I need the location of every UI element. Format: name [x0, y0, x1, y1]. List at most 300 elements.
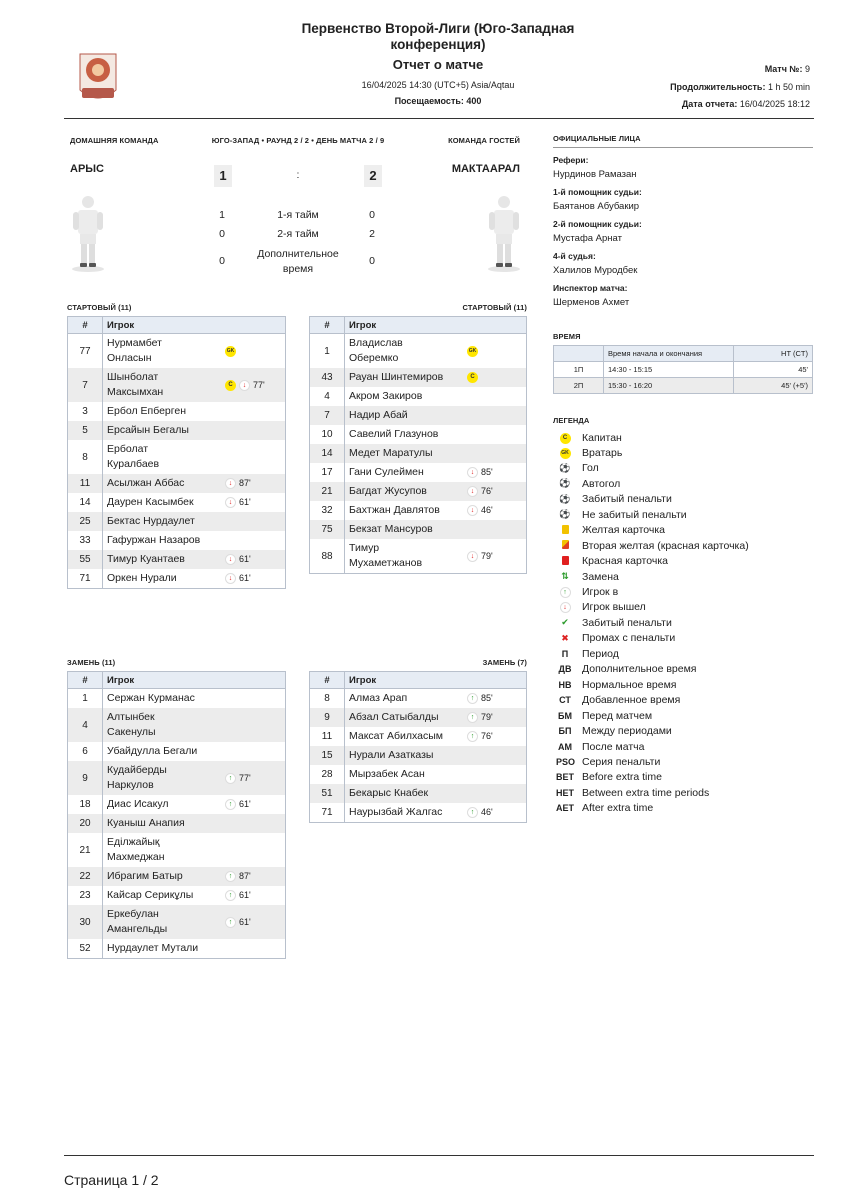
- legend-text: Гол: [582, 462, 599, 475]
- player-number: 20: [68, 814, 103, 833]
- player-events: [225, 476, 251, 491]
- extra-time-home: 0: [219, 255, 225, 267]
- player-name: Еркебулан Амангельды: [107, 908, 168, 935]
- legend-item: [556, 801, 653, 816]
- table-row: [310, 727, 527, 746]
- player-number: 14: [310, 444, 345, 463]
- legend-symbol: [556, 463, 574, 474]
- player-number: 43: [310, 368, 345, 387]
- player-name: Бекзат Мансуров: [349, 523, 433, 535]
- legend-symbol: АМ: [558, 741, 572, 752]
- table-row: [310, 784, 527, 803]
- player-name: Наурызбай Жалгас: [349, 806, 443, 818]
- official-role: Инспектор матча:: [553, 283, 628, 293]
- player-cell: [103, 531, 286, 550]
- sub-minute: 61': [239, 554, 251, 564]
- player-number: 25: [68, 512, 103, 531]
- legend-item: [556, 770, 662, 785]
- captain-icon: C: [225, 380, 236, 391]
- player-number: 55: [68, 550, 103, 569]
- player-cell: [103, 708, 286, 742]
- goal-icon: ⚽: [559, 462, 571, 473]
- player-name: Алмаз Арап: [349, 692, 408, 704]
- table-row: [310, 520, 527, 539]
- player-name: Шынболат Максымхан: [107, 371, 164, 398]
- table-row: [310, 463, 527, 482]
- player-number: 9: [310, 708, 345, 727]
- player-number: 7: [310, 406, 345, 425]
- official-role: 4-й судья:: [553, 251, 596, 261]
- player-events: [467, 372, 481, 383]
- table-row: [310, 708, 527, 727]
- player-number: 33: [68, 531, 103, 550]
- player-cell: [345, 482, 527, 501]
- sub-minute: 87': [239, 871, 251, 881]
- page-number: Страница 1 / 2: [64, 1172, 159, 1188]
- sub-minute: 61': [239, 573, 251, 583]
- player-number: 9: [68, 761, 103, 795]
- player-name: Кудайберды Наркулов: [107, 764, 167, 791]
- player-number: 17: [310, 463, 345, 482]
- legend-symbol: [556, 478, 574, 489]
- official-name: Нурдинов Рамазан: [553, 169, 637, 180]
- player-in-icon: ↑: [467, 712, 478, 723]
- player-cell: [103, 689, 286, 709]
- goalkeeper-icon: GK: [467, 346, 478, 357]
- player-out-icon: ↓: [560, 602, 571, 613]
- away-starting-table: [309, 316, 527, 574]
- table-row: [68, 334, 286, 369]
- player-name: Диас Исакул: [107, 798, 169, 810]
- official-name: Баятанов Абубакир: [553, 201, 640, 212]
- player-number: 1: [310, 334, 345, 369]
- legend-text: After extra time: [582, 802, 654, 815]
- time-title: ВРЕМЯ: [553, 332, 581, 341]
- table-row: [310, 425, 527, 444]
- player-in-icon: ↑: [467, 807, 478, 818]
- official-entry: [553, 251, 813, 276]
- legend-text: Забитый пенальти: [582, 493, 672, 506]
- legend-text: Красная карточка: [582, 555, 668, 568]
- legend-item: [556, 662, 697, 677]
- player-cell: [103, 867, 286, 886]
- home-jersey-icon: [70, 194, 106, 272]
- player-name: Абзал Сатыбалды: [349, 711, 439, 723]
- legend-text: Не забитый пенальти: [582, 508, 687, 521]
- player-out-icon: ↓: [467, 551, 478, 562]
- legend-item: [556, 615, 672, 630]
- extra-time-label: Дополнительное время: [257, 248, 339, 275]
- player-number: 23: [68, 886, 103, 905]
- player-out-icon: ↓: [467, 486, 478, 497]
- column-header-player: Игрок: [345, 317, 527, 334]
- player-number: 7: [68, 368, 103, 402]
- player-events: [467, 549, 493, 564]
- player-events: [467, 465, 493, 480]
- player-name: Багдат Жусупов: [349, 485, 427, 497]
- player-number: 6: [68, 742, 103, 761]
- shootout-scored-icon: ✔: [561, 617, 569, 628]
- legend-item: [556, 600, 646, 615]
- player-number: 14: [68, 493, 103, 512]
- match-number: Матч №: 9: [764, 64, 810, 74]
- time-row-range: 14:30 - 15:15: [604, 362, 734, 378]
- legend-symbol: [556, 431, 574, 444]
- player-cell: [345, 406, 527, 425]
- player-number: 1: [68, 689, 103, 709]
- table-row: [310, 765, 527, 784]
- legend-symbol: HET: [556, 787, 574, 798]
- officials-divider: [553, 147, 813, 148]
- legend-text: Замена: [582, 570, 619, 583]
- league-logo: [74, 50, 122, 106]
- player-events: [225, 346, 239, 357]
- score-separator: :: [296, 169, 300, 181]
- sub-minute: 77': [239, 772, 251, 783]
- player-number: 5: [68, 421, 103, 440]
- player-events: [225, 915, 251, 930]
- legend-text: Период: [582, 647, 619, 660]
- player-name: Асылжан Аббас: [107, 477, 185, 489]
- official-role: 1-й помощник судьи:: [553, 187, 642, 197]
- away-score: 2: [364, 165, 382, 187]
- player-name: Тимур Куантаев: [107, 553, 185, 565]
- player-cell: [103, 334, 286, 369]
- legend-symbol: П: [561, 648, 569, 659]
- time-col-period: [554, 346, 604, 362]
- period-1-home: 1: [219, 209, 225, 221]
- official-entry: [553, 219, 813, 244]
- legend-symbol: [556, 540, 574, 551]
- player-name: Гани Сулеймен: [349, 466, 424, 478]
- player-number: 15: [310, 746, 345, 765]
- player-name: Ерсайын Бегалы: [107, 424, 189, 436]
- table-row: [310, 387, 527, 406]
- player-name: Нурали Азатказы: [349, 749, 434, 761]
- column-header-number: #: [310, 672, 345, 689]
- player-cell: [103, 512, 286, 531]
- sub-minute: 79': [481, 550, 493, 561]
- player-events: [467, 805, 493, 820]
- legend-item: [556, 492, 672, 507]
- player-number: 10: [310, 425, 345, 444]
- table-row: [68, 569, 286, 589]
- legend-text: Игрок в: [582, 586, 619, 598]
- player-events: [225, 888, 251, 903]
- period-2-label: 2-я тайм: [277, 228, 319, 240]
- away-team-name: МАКТААРАЛ: [451, 163, 520, 175]
- legend-text: Желтая карточка: [582, 524, 666, 537]
- legend-symbol: [556, 601, 574, 613]
- match-duration: Продолжительность: 1 h 50 min: [670, 82, 810, 92]
- player-cell: [345, 784, 527, 803]
- legend-text: Дополнительное время: [582, 663, 697, 676]
- player-in-icon: ↑: [225, 773, 236, 784]
- legend-item: [556, 693, 680, 708]
- legend-text: Забитый пенальти: [582, 616, 672, 629]
- player-number: 3: [68, 402, 103, 421]
- player-events: [225, 797, 251, 812]
- player-name: Убайдулла Бегали: [107, 745, 198, 757]
- player-name: Нурдаулет Мутали: [107, 942, 199, 954]
- header-divider: [64, 118, 814, 119]
- player-cell: [345, 444, 527, 463]
- sub-minute: 61': [239, 916, 251, 927]
- player-name: Максат Абилхасым: [349, 730, 443, 742]
- player-name: Гафуржан Назаров: [107, 534, 201, 546]
- player-cell: [103, 795, 286, 814]
- player-cell: [103, 550, 286, 569]
- substitution-icon: ⇅: [561, 571, 569, 582]
- player-number: 28: [310, 765, 345, 784]
- player-cell: [103, 474, 286, 493]
- player-cell: [103, 402, 286, 421]
- legend-symbol: СТ: [559, 695, 571, 706]
- sub-minute: 46': [481, 807, 493, 817]
- table-row: [68, 474, 286, 493]
- table-row: [68, 421, 286, 440]
- column-header-number: #: [68, 317, 103, 334]
- player-name: Куаныш Анапия: [107, 817, 185, 829]
- column-header-player: Игрок: [103, 317, 286, 334]
- player-cell: [345, 334, 527, 369]
- player-name: Мырзабек Асан: [349, 768, 425, 780]
- legend-text: Вратарь: [582, 446, 623, 459]
- away-subs-table: [309, 671, 527, 823]
- legend-text: После матча: [582, 740, 645, 753]
- away-starting-label: СТАРТОВЫЙ (11): [462, 303, 527, 312]
- legend-symbol: [556, 509, 574, 520]
- legend-symbol: [556, 556, 574, 567]
- table-row: [310, 334, 527, 369]
- legend-item: [556, 708, 652, 723]
- table-row: [68, 440, 286, 474]
- player-number: 18: [68, 795, 103, 814]
- player-cell: [345, 387, 527, 406]
- player-cell: [345, 463, 527, 482]
- player-cell: [103, 905, 286, 939]
- player-number: 75: [310, 520, 345, 539]
- legend-text: Игрок вышел: [582, 601, 646, 614]
- home-team-label: ДОМАШНЯЯ КОМАНДА: [70, 136, 159, 145]
- report-date: Дата отчета: 16/04/2025 18:12: [681, 99, 810, 109]
- player-cell: [345, 803, 527, 823]
- legend-text: Серия пенальти: [582, 755, 661, 768]
- legend-symbol: [556, 633, 574, 644]
- goalkeeper-icon: GK: [560, 448, 571, 459]
- table-row: [68, 939, 286, 959]
- legend-symbol: [556, 525, 574, 536]
- player-name: Бахтжан Давлятов: [349, 504, 440, 516]
- footer-divider: [64, 1155, 814, 1156]
- sub-minute: 79': [481, 712, 493, 722]
- yellow-card-icon: [562, 525, 569, 534]
- legend-item: [556, 476, 620, 491]
- player-in-icon: ↑: [225, 917, 236, 928]
- player-name: Медет Маратулы: [349, 447, 433, 459]
- home-team-name: АРЫС: [70, 163, 104, 175]
- player-cell: [345, 746, 527, 765]
- table-row: [68, 795, 286, 814]
- table-row: [68, 905, 286, 939]
- period-1-label: 1-я тайм: [277, 209, 319, 221]
- player-name: Даурен Касымбек: [107, 496, 194, 508]
- home-score: 1: [214, 165, 232, 187]
- player-cell: [103, 761, 286, 795]
- player-number: 22: [68, 867, 103, 886]
- time-col-range: Время начала и окончания: [604, 346, 734, 362]
- period-2-home: 0: [219, 228, 225, 240]
- legend-item: [556, 631, 675, 646]
- player-in-icon: ↑: [467, 731, 478, 742]
- player-name: Еділжайық Махмеджан: [107, 836, 165, 863]
- player-number: 51: [310, 784, 345, 803]
- player-name: Тимур Мухаметжанов: [349, 542, 423, 569]
- official-entry: [553, 155, 813, 180]
- table-row: [310, 406, 527, 425]
- player-name: Сержан Курманас: [107, 692, 195, 704]
- legend-symbol: PSO: [556, 756, 576, 767]
- table-row: [68, 761, 286, 795]
- legend-text: Перед матчем: [582, 709, 653, 722]
- legend-symbol: [556, 586, 574, 598]
- table-row: [310, 746, 527, 765]
- player-events: [467, 710, 493, 725]
- legend-text: Капитан: [582, 431, 622, 444]
- player-number: 21: [310, 482, 345, 501]
- official-entry: [553, 283, 813, 308]
- sub-minute: 76': [481, 486, 493, 496]
- player-out-icon: ↓: [467, 505, 478, 516]
- legend-item: [556, 677, 676, 692]
- player-events: [467, 729, 493, 744]
- player-cell: [103, 440, 286, 474]
- official-name: Шерменов Ахмет: [553, 297, 630, 308]
- report-subtitle: Отчет о матче: [392, 57, 484, 72]
- player-in-icon: ↑: [225, 871, 236, 882]
- player-cell: [103, 833, 286, 867]
- legend-symbol: BET: [556, 772, 574, 783]
- player-number: 71: [68, 569, 103, 589]
- officials-title: ОФИЦИАЛЬНЫЕ ЛИЦА: [553, 134, 641, 143]
- legend-symbol: БМ: [558, 710, 572, 721]
- player-name: Ерболат Куралбаев: [107, 443, 160, 470]
- goalkeeper-icon: GK: [225, 346, 236, 357]
- player-cell: [103, 569, 286, 589]
- official-name: Мустафа Арнат: [553, 233, 622, 244]
- player-cell: [103, 742, 286, 761]
- player-in-icon: ↑: [467, 693, 478, 704]
- legend-title: ЛЕГЕНДА: [553, 416, 590, 425]
- player-out-icon: ↓: [239, 380, 250, 391]
- player-cell: [345, 765, 527, 784]
- official-role: Рефери:: [553, 155, 589, 165]
- player-name: Бекарыс Кнабек: [349, 787, 429, 799]
- player-out-icon: ↓: [225, 497, 236, 508]
- player-number: 88: [310, 539, 345, 574]
- official-role: 2-й помощник судьи:: [553, 219, 642, 229]
- player-number: 8: [310, 689, 345, 709]
- table-row: [310, 689, 527, 709]
- player-cell: [345, 708, 527, 727]
- player-name: Владислав Оберемко: [349, 337, 403, 364]
- player-name: Акром Закиров: [349, 390, 423, 402]
- away-jersey-icon: [486, 194, 522, 272]
- legend-item: [556, 785, 709, 800]
- legend-item: [556, 569, 619, 584]
- player-events: [225, 495, 251, 510]
- legend-item: [556, 445, 622, 460]
- table-row: [68, 886, 286, 905]
- player-number: 11: [310, 727, 345, 746]
- table-row: [310, 501, 527, 520]
- extra-time-away: 0: [369, 255, 375, 267]
- sub-minute: 61': [239, 799, 251, 809]
- player-cell: [345, 368, 527, 387]
- player-number: 52: [68, 939, 103, 959]
- time-col-ht: HT (CT): [734, 346, 813, 362]
- table-row: [68, 512, 286, 531]
- home-subs-label: ЗАМЕНЬ (11): [67, 658, 116, 667]
- sub-minute: 77': [253, 379, 265, 390]
- player-number: 71: [310, 803, 345, 823]
- table-row: [68, 689, 286, 709]
- player-in-icon: ↑: [560, 587, 571, 598]
- player-name: Савелий Глазунов: [349, 428, 439, 440]
- legend-text: Before extra time: [582, 771, 662, 784]
- player-events: [467, 503, 493, 518]
- home-starting-table: [67, 316, 286, 589]
- legend-symbol: [556, 617, 574, 628]
- sub-minute: 85': [481, 467, 493, 477]
- player-cell: [345, 689, 527, 709]
- match-datetime: 16/04/2025 14:30 (UTC+5) Asia/Aqtau: [361, 80, 515, 90]
- player-cell: [103, 368, 286, 402]
- table-row: [310, 482, 527, 501]
- player-name: Ербол Епберген: [107, 405, 187, 417]
- legend-item: [556, 461, 599, 476]
- player-out-icon: ↓: [467, 467, 478, 478]
- column-header-player: Игрок: [345, 672, 527, 689]
- player-number: 4: [310, 387, 345, 406]
- player-events: [467, 484, 493, 499]
- legend-text: Нормальное время: [582, 678, 677, 691]
- legend-symbol: [556, 446, 574, 459]
- away-subs-label: ЗАМЕНЬ (7): [482, 658, 527, 667]
- legend-item: [556, 523, 665, 538]
- player-number: 30: [68, 905, 103, 939]
- table-row: [68, 708, 286, 742]
- legend-item: [556, 754, 660, 769]
- official-name: Халилов Муродбек: [553, 265, 638, 276]
- table-row: [310, 444, 527, 463]
- table-row: [68, 814, 286, 833]
- column-header-number: #: [310, 317, 345, 334]
- player-out-icon: ↓: [225, 554, 236, 565]
- table-row: [68, 550, 286, 569]
- report-title: Первенство Второй-Лиги (Юго-Западная конференция): [301, 21, 575, 52]
- captain-icon: C: [560, 433, 571, 444]
- player-events: [225, 378, 265, 393]
- player-cell: [103, 886, 286, 905]
- shootout-missed-icon: ✖: [561, 632, 569, 643]
- player-out-icon: ↓: [225, 478, 236, 489]
- legend-item: [556, 585, 618, 600]
- player-out-icon: ↓: [225, 573, 236, 584]
- player-in-icon: ↑: [225, 890, 236, 901]
- legend-item: [556, 724, 672, 739]
- player-number: 77: [68, 334, 103, 369]
